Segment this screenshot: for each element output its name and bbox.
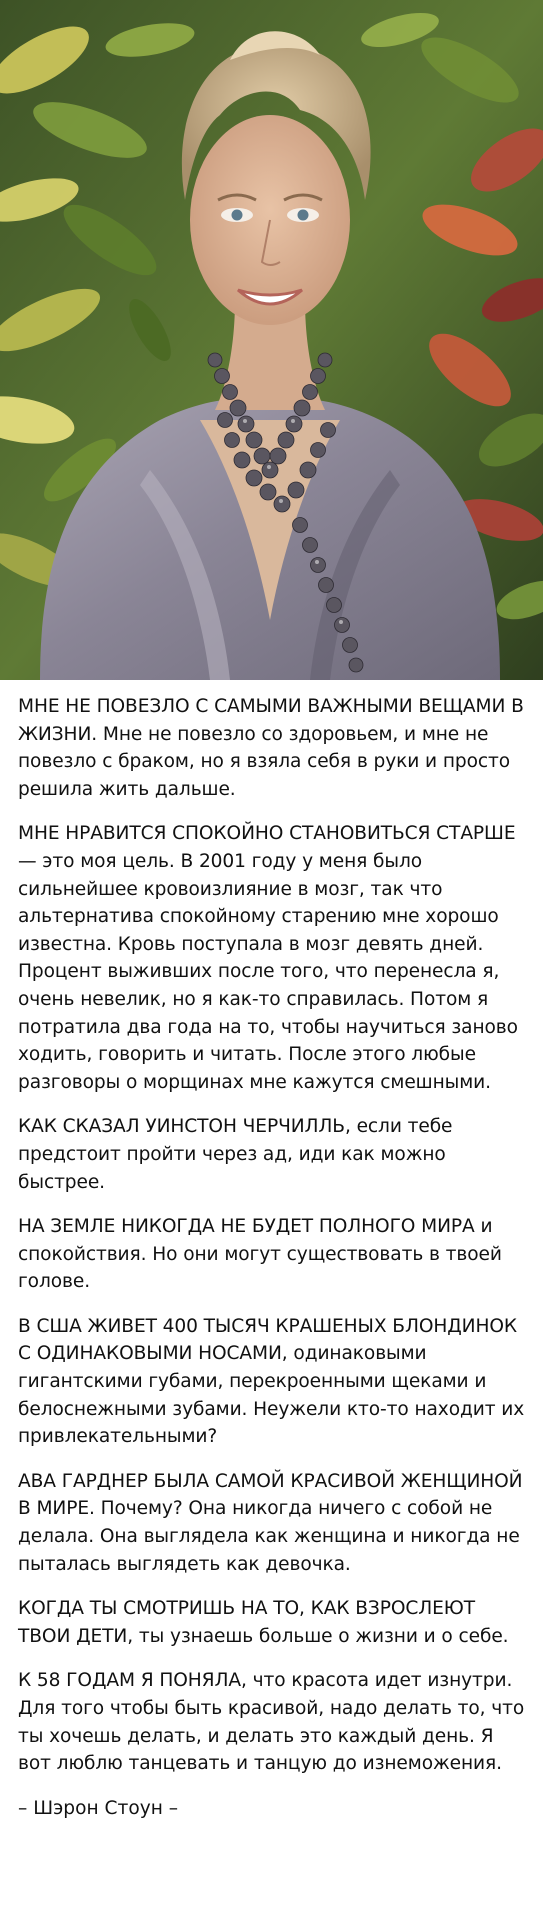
paragraph-body: если тебе предстоит пройти через ад, иди как можно быстрее. <box>18 1116 453 1193</box>
portrait-illustration <box>0 0 543 680</box>
paragraph-7 <box>18 1595 530 1650</box>
paragraph-body: и спокойствия. Но они могут существовать в твоей голове. <box>18 1216 502 1293</box>
paragraph-8 <box>18 1667 530 1777</box>
paragraph-lead: АВА ГАРДНЕР БЫЛА САМОЙ КРАСИВОЙ ЖЕНЩИНОЙ В МИРЕ. <box>18 1470 523 1520</box>
paragraph-lead: К 58 ГОДАМ Я ПОНЯЛА, <box>18 1670 247 1692</box>
paragraph-lead: МНЕ НЕ ПОВЕЗЛО С САМЫМИ ВАЖНЫМИ ВЕЩАМИ В ЖИЗНИ. <box>18 696 524 745</box>
paragraph-lead: НА ЗЕМЛЕ НИКОГДА НЕ БУДЕТ ПОЛНОГО МИРА <box>18 1216 475 1238</box>
paragraph-body: ты узнаешь больше о жизни и о себе. <box>133 1625 509 1647</box>
paragraph-body: Мне не повезло со здоровьем, и мне не повезло с браком, но я взяла себя в руки и просто решила жить дальше. <box>18 723 510 800</box>
paragraph-4 <box>18 1213 530 1296</box>
paragraph-3 <box>18 1113 530 1196</box>
paragraph-6 <box>18 1468 530 1578</box>
paragraph-lead: КАК СКАЗАЛ УИНСТОН ЧЕРЧИЛЛЬ, <box>18 1116 351 1138</box>
paragraph-body: что красота идет изнутри. Для того чтобы быть красивой, надо делать то, что ты хочешь делать, и делать это каждый день. Я вот люблю танцевать и танцую до изнеможения. <box>18 1670 525 1775</box>
article-text <box>18 693 530 1822</box>
portrait-photo <box>0 0 543 680</box>
author-signature: – Шэрон Стоун – <box>18 1797 179 1819</box>
paragraph-lead: В США ЖИВЕТ 400 ТЫСЯЧ КРАШЕНЫХ БЛОНДИНОК С ОДИНАКОВЫМИ НОСАМИ, <box>18 1315 518 1365</box>
paragraph-lead: КОГДА ТЫ СМОТРИШЬ НА ТО, КАК ВЗРОСЛЕЮТ ТВОИ ДЕТИ, <box>18 1598 476 1647</box>
paragraph-lead: МНЕ НРАВИТСЯ СПОКОЙНО СТАНОВИТЬСЯ СТАРШЕ <box>18 823 516 845</box>
paragraph-body: Почему? Она никогда ничего с собой не делала. Она выглядела как женщина и никогда не пыталась выглядеть как девочка. <box>18 1498 520 1575</box>
paragraph-1 <box>18 693 530 803</box>
paragraph-body: одинаковыми гигантскими губами, перекроенными щеками и белоснежными зубами. Неужели кто-то находит их привлекательными? <box>18 1343 525 1448</box>
paragraph-2 <box>18 820 530 1096</box>
paragraph-body: — это моя цель. В 2001 году у меня было сильнейшее кровоизлияние в мозг, так что альтернатива спокойному старению мне хорошо известна. Кровь поступала в мозг девять дней. Процент выживших после того, что перенесла я, очень невелик, но я как-то справилась. Потом я потратила два года на то, чтобы научиться заново ходить, говорить и читать. После этого любые разговоры о морщинах мне кажутся смешными. <box>18 850 518 1093</box>
paragraph-5 <box>18 1313 530 1451</box>
